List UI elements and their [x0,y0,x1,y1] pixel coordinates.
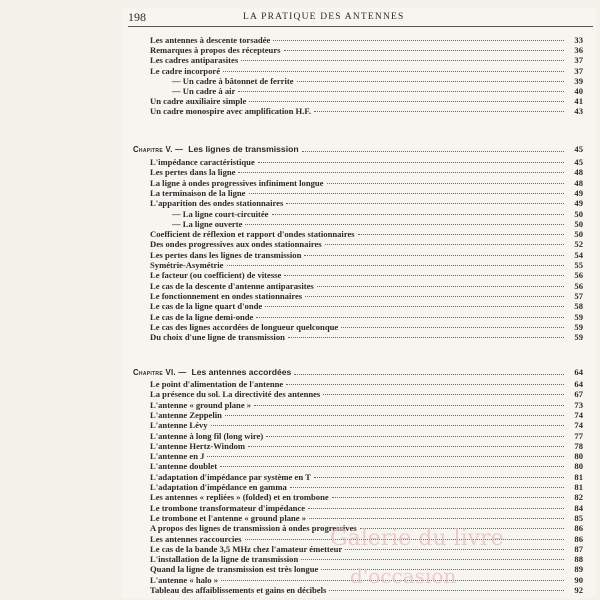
running-title: LA PRATIQUE DES ANTENNES [243,12,405,22]
page-number: 198 [128,9,146,24]
toc-entry-page: 86 [574,523,583,534]
toc-entry [150,555,583,564]
toc-entry-page: 85 [574,512,583,523]
toc-entry-page: 90 [574,574,583,585]
toc-entry-label: Les antennes raccourcies [150,533,242,544]
dot-leader [245,537,565,540]
toc-entry-label: L'antenne « halo » [150,574,219,585]
toc-entry-page: 55 [574,260,583,270]
toc-entry-label: — La ligne ouverte [172,218,243,229]
dot-leader [238,170,564,173]
dot-leader [327,181,565,184]
toc-entry [150,432,583,441]
dot-leader [249,191,565,194]
toc-entry [150,401,583,410]
toc-entry [150,390,583,399]
toc-entry-page: 81 [574,482,583,492]
toc-entry-label: L'apparition des ondes stationnaires [150,198,284,209]
page-header [128,10,593,24]
toc-entry-page: 81 [574,471,583,482]
chapter-keyword: Chapitre V. — [133,145,184,154]
toc-entry [150,442,583,451]
toc-entry-page: 54 [574,249,583,260]
toc-entry [150,380,583,389]
dot-leader [329,588,564,591]
toc-entry-page: 92 [574,585,583,595]
dot-leader [207,454,564,457]
toc-entry [172,87,583,96]
toc-entry-page: 74 [574,420,583,431]
toc-entry [150,107,583,116]
toc-entry-page: 37 [574,55,583,66]
toc-entry [150,313,583,322]
toc-entry [150,452,583,461]
dot-leader [266,434,564,437]
dot-leader [301,557,564,560]
dot-leader [265,304,564,307]
dot-leader [249,99,564,102]
toc-entry-page: 77 [574,430,583,441]
toc-entry-label: Tableau des affaiblissements et gains en décibels [150,585,327,595]
toc-entry-label: Le fonctionnement en ondes stationnaires [150,290,303,301]
toc-entry-page: 74 [574,409,583,420]
toc-entry [150,462,583,471]
toc-entry-page: 48 [574,167,583,178]
toc-entry-page: 50 [574,218,583,229]
dot-leader [225,413,564,416]
toc-entry-page: 43 [574,106,583,117]
toc-entry-label: Les antennes à descente torsadée [150,35,271,45]
dot-leader [284,273,564,276]
dot-leader [272,212,565,215]
toc-entry-label: L'impédance caractéristique [150,157,255,167]
toc-entry-label: — Un cadre à bâtonnet de ferrite [172,75,294,86]
dot-leader [314,475,564,478]
dot-leader [317,284,564,287]
chapter-title: Les antennes accordées [191,367,292,377]
dot-leader [238,89,564,92]
toc-entry-page: 45 [574,157,583,167]
toc-entry [150,411,583,420]
toc-entry-label: La terminaison de la ligne [150,187,246,198]
toc-entry [150,576,583,585]
watermark-line-2: d'occasion [350,564,457,588]
toc-entry-label: A propos des lignes de transmission à ondes progressives [150,523,357,534]
toc-entry-page: 80 [574,451,583,462]
toc-entry-label: L'antenne doublet [150,461,218,472]
dot-leader [332,495,564,498]
dot-leader [358,232,564,235]
toc-entry [150,282,583,291]
toc-entry-label: Du choix d'une ligne de transmission [150,332,285,343]
toc-entry-label: L'antenne Hertz-Windom [150,440,246,451]
dot-leader [284,48,565,51]
dot-leader [323,392,564,395]
toc-entry-label: Les antennes « repliées » (folded) et en trombone [150,492,329,503]
toc-entry-label: Le cas de la ligne quart d'onde [150,301,263,312]
toc-entry-page: 67 [574,389,583,400]
toc-entry-label: Le cadre incorporé [150,65,221,76]
toc-entry [150,261,583,270]
toc-entry-label: La présence du sol. La directivité des antennes [150,389,321,400]
dot-leader [309,516,564,519]
dot-leader [273,38,564,41]
dot-leader [248,444,564,447]
dot-leader [211,423,564,426]
toc-entry-label: Les pertes dans les lignes de transmission [150,249,302,260]
toc-entry-page: 73 [574,399,583,410]
toc-entry-label: Remarques à propos des récepteurs [150,45,281,56]
chapter-title: Les lignes de transmission [188,144,299,154]
toc-entry-label: L'antenne Lévy [150,420,208,431]
toc-entry-label: L'antenne Zeppelin [150,409,222,420]
toc-entry-page: 39 [574,75,583,86]
toc-entry-label: Le point d'alimentation de l'antenne [150,379,284,389]
toc-entry-label: Des ondes progressives aux ondes stationnaires [150,239,322,250]
toc-entry [150,565,583,574]
dot-leader [241,58,564,61]
dot-leader [258,160,564,163]
toc-entry-label: Quand la ligne de transmission est très longue [150,564,319,575]
toc-entry [172,220,583,229]
toc-entry [150,189,583,198]
toc-entry [150,545,583,554]
dot-leader [297,79,564,82]
toc-entry-page: 50 [574,229,583,240]
toc-entry [150,240,583,249]
toc-entry-page: 36 [574,45,583,56]
chapter-heading [133,144,583,154]
dot-leader [290,485,564,488]
toc-entry-label: L'installation de la ligne de transmission [150,554,299,565]
toc-entry-label: La ligne à ondes progressives infiniment longue [150,177,324,188]
chapter-keyword: Chapitre VI. — [133,368,187,377]
dot-leader [254,403,564,406]
toc-entry [150,271,583,280]
toc-entry-label: Le cas de la ligne demi-onde [150,311,254,322]
chapter-page: 64 [574,367,583,377]
toc-entry-label: Le facteur (ou coefficient) de vitesse [150,270,282,281]
dot-leader [227,263,565,266]
toc-entry [150,323,583,332]
dot-leader [308,506,564,509]
toc-entry-page: 41 [574,96,583,107]
dot-leader [314,109,564,112]
toc-entry-page: 50 [574,208,583,219]
toc-entry-page: 80 [574,461,583,472]
chapter-page: 45 [574,144,583,154]
watermark-line-1: Galerie du livre [330,526,504,551]
dot-leader [360,526,564,529]
toc-entry [172,210,583,219]
dot-leader [321,567,564,570]
toc-entry [150,292,583,301]
toc-entry [150,302,583,311]
chapter-heading [133,367,583,377]
toc-entry-page: 88 [574,554,583,565]
toc-entry-page: 56 [574,270,583,281]
toc-entry [150,473,583,482]
toc-entry [150,524,583,533]
toc-entry [150,179,583,188]
toc-entry-page: 82 [574,492,583,503]
toc-entry-page: 89 [574,564,583,575]
toc-entry [150,514,583,523]
toc-entry-label: Les pertes dans la ligne [150,167,236,178]
toc-entry-label: — La ligne court-circuitée [172,208,269,219]
toc-entry [150,483,583,492]
dot-leader [221,578,564,581]
toc-entry [150,504,583,513]
dot-leader [345,547,564,550]
toc-entry [150,535,583,544]
toc-entry-page: 64 [574,379,583,389]
toc-entry-page: 52 [574,239,583,250]
toc-entry-label: Le cas de la bande 3,5 MHz chez l'amateur émetteur [150,543,343,554]
toc-entry-page: 59 [574,332,583,343]
toc-entry-label: Symétrie-Asymétrie [150,260,224,270]
toc-entry-page: 59 [574,321,583,332]
toc-entry-label: Le cas des lignes accordées de longueur quelconque [150,321,339,332]
toc-entry-label: — Un cadre à air [172,86,236,96]
dot-leader [305,294,564,297]
toc-entry-page: 33 [574,35,583,45]
toc-entry-page: 59 [574,311,583,322]
header-rule [128,26,593,27]
toc-entry-label: Le cas de la descente d'antenne antiparasites [150,280,314,291]
toc-entry-page: 37 [574,65,583,76]
toc-entry-page: 86 [574,533,583,544]
toc-entry-page: 87 [574,543,583,554]
toc-entry [150,67,583,76]
toc-entry [150,251,583,260]
toc-entry-label: Le trombone transformateur d'impédance [150,502,306,513]
toc-entry [150,421,583,430]
toc-entry [172,77,583,86]
toc-entry [150,199,583,208]
toc-entry [150,97,583,106]
dot-leader [288,335,564,338]
dot-leader [325,242,564,245]
dot-leader [304,253,564,256]
dot-leader [223,69,564,72]
toc-entry [150,56,583,65]
toc-entry [150,230,583,239]
toc-entry-label: Un cadre auxiliaire simple [150,96,247,107]
toc-entry-label: Le trombone et l'antenne « ground plane » [150,512,307,523]
toc-entry-label: L'adaptation d'impédance en gamma [150,482,287,492]
dot-leader [220,464,564,467]
toc-entry-page: 48 [574,177,583,188]
toc-entry-label: L'antenne « ground plane » [150,399,252,410]
toc-entry [150,158,583,167]
toc-entry-label: Les cadres antiparasites [150,55,239,66]
toc-entry-page: 58 [574,301,583,312]
toc-entry [150,586,583,595]
toc-entry [150,46,583,55]
toc-entry-label: Coefficient de réflexion et rapport d'ondes stationnaires [150,229,355,240]
toc-entry-page: 49 [574,198,583,209]
dot-leader [286,201,564,204]
toc-entry [150,493,583,502]
dot-leader [286,382,564,385]
toc-entry [150,36,583,45]
dot-leader [256,315,564,318]
dot-leader [245,222,564,225]
toc-entry-label: L'antenne à long fil (long wire) [150,430,264,441]
toc-entry-page: 49 [574,187,583,198]
toc-entry-label: L'adaptation d'impédance par système en T [150,471,311,482]
toc-entry-page: 84 [574,502,583,513]
toc-entry-label: L'antenne en J [150,451,205,462]
toc-entry-label: Un cadre monospire avec amplification H.F. [150,106,311,117]
toc-entry-page: 56 [574,280,583,291]
toc-entry-page: 40 [574,86,583,96]
dot-leader [341,325,564,328]
toc-entry [150,333,583,342]
toc-entry [150,168,583,177]
toc-entry-page: 78 [574,440,583,451]
toc-entry-page: 57 [574,290,583,301]
